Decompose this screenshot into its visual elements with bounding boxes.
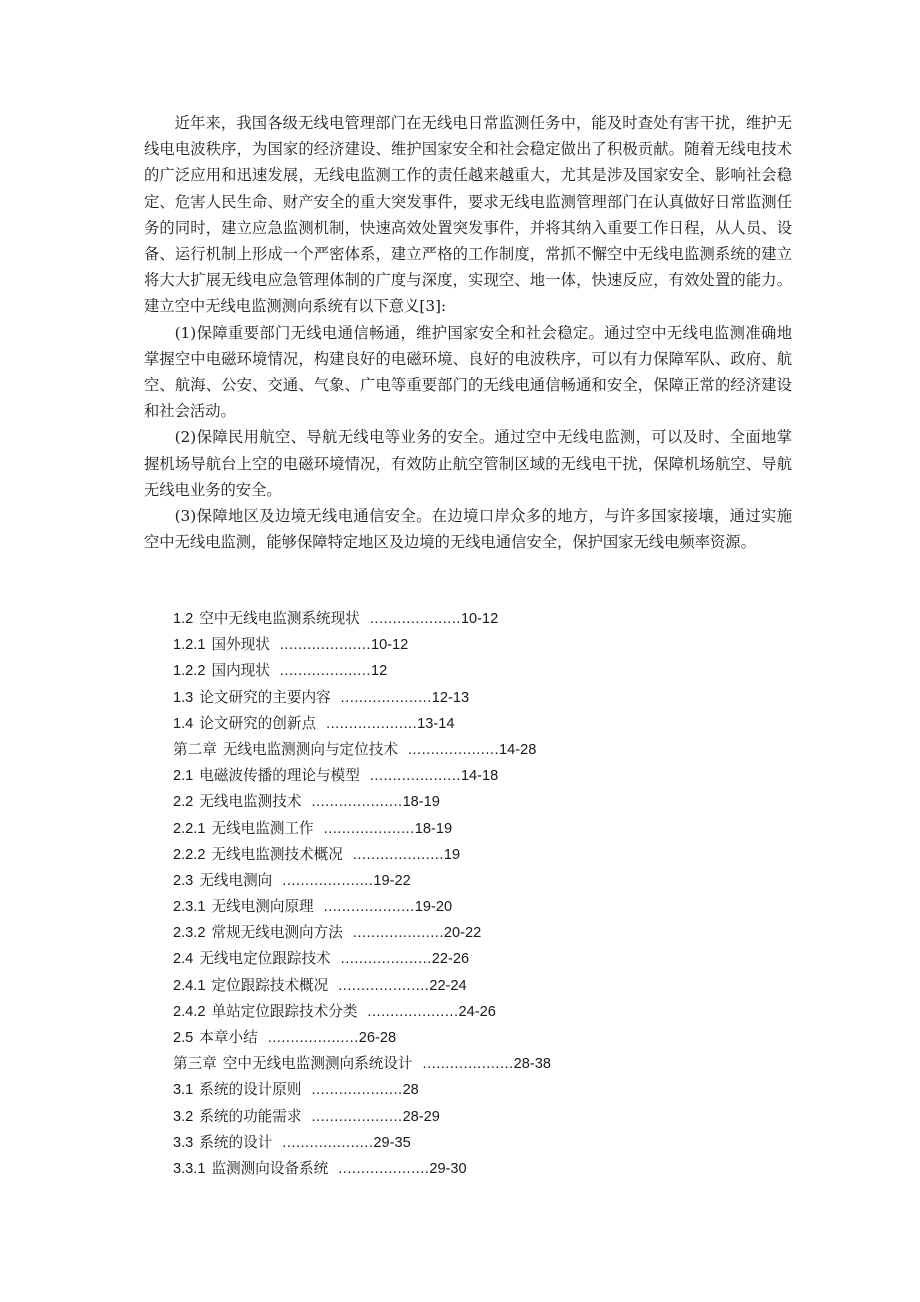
- toc-leader: ....................: [338, 1160, 430, 1177]
- toc-number: 2.2: [173, 794, 194, 811]
- toc-title: 监测测向设备系统: [211, 1159, 329, 1177]
- toc-page-range: 19-22: [373, 872, 411, 889]
- toc-number: 2.3.2: [173, 925, 206, 942]
- toc-number: 2.1: [173, 768, 194, 785]
- toc-entry: [173, 816, 773, 842]
- toc-page-range: 22-24: [429, 977, 467, 994]
- table-of-contents: [173, 606, 773, 1182]
- toc-entry: [173, 946, 773, 972]
- toc-number: 2.2.1: [173, 820, 206, 837]
- toc-entry: [173, 999, 773, 1025]
- toc-entry: [173, 1156, 773, 1182]
- toc-number: 3.3.1: [173, 1160, 206, 1177]
- toc-entry: [173, 920, 773, 946]
- toc-entry: [173, 1051, 773, 1077]
- toc-leader: ....................: [326, 715, 418, 732]
- toc-leader: ....................: [311, 1082, 403, 1099]
- toc-page-range: 28: [402, 1082, 419, 1099]
- toc-leader: ....................: [323, 820, 415, 837]
- toc-entry: [173, 894, 773, 920]
- toc-leader: ....................: [352, 846, 444, 863]
- toc-title: 无线电测向: [199, 871, 273, 889]
- toc-page-range: 18-19: [402, 794, 440, 811]
- toc-leader: ....................: [311, 1108, 403, 1125]
- toc-entry: [173, 1025, 773, 1051]
- toc-number: 2.3.1: [173, 899, 206, 916]
- toc-number: 2.4.2: [173, 1003, 206, 1020]
- toc-leader: ....................: [422, 1056, 514, 1073]
- toc-page-range: 12-13: [431, 689, 470, 706]
- toc-entry: [173, 737, 773, 763]
- toc-number: 2.3: [173, 872, 194, 889]
- intro-paragraph: 近年来，我国各级无线电管理部门在无线电日常监测任务中，能及时查处有害干扰，维护无线电电波秩序，为国家的经济建设、维护国家安全和社会稳定做出了积极贡献。随着无线电技术的广泛应用和迅速发展，无线电监测工作的责任越来越重大，尤其是涉及国家安全、影响社会稳定、危害人民生命、财产安全的重大突发事件，要求无线电监测管理部门在认真做好日常监测任务的同时，建立应急监测机制，快速高效处置突发事件，并将其纳入重要工作日程，从人员、设备、运行机制上形成一个严密体系，建立严格的工作制度，常抓不懈空中无线电监测系统的建立将大大扩展无线电应急管理体制的广度与深度，实现空、地一体，快速反应，有效处置的能力。建立空中无线电监测测向系统有以下意义[3]:: [144, 114, 792, 316]
- toc-leader: ....................: [369, 611, 461, 627]
- toc-leader: ....................: [340, 689, 432, 706]
- toc-leader: ....................: [282, 872, 374, 889]
- toc-number: 3.1: [173, 1082, 194, 1099]
- toc-entry: [173, 789, 773, 815]
- toc-number: 1.2.1: [173, 637, 206, 654]
- toc-leader: ....................: [369, 768, 461, 785]
- toc-title: 无线电监测测向与定位技术: [222, 740, 398, 758]
- toc-leader: ....................: [267, 1030, 359, 1046]
- toc-number: 3.3: [173, 1134, 194, 1151]
- toc-entry: [173, 658, 773, 684]
- toc-page-range: 14-28: [499, 741, 537, 758]
- toc-title: 本章小结: [199, 1029, 258, 1046]
- toc-entry: [173, 763, 773, 789]
- toc-page-range: 24-26: [458, 1003, 496, 1020]
- toc-entry: [173, 1130, 773, 1156]
- toc-page-range: 18-19: [414, 820, 453, 837]
- toc-number: 1.3: [173, 689, 194, 706]
- toc-number: 2.5: [173, 1030, 194, 1046]
- toc-page-range: 19-20: [414, 899, 453, 916]
- toc-number: 第三章: [173, 1055, 217, 1073]
- toc-page-range: 14-18: [460, 768, 499, 785]
- toc-title: 无线电监测工作: [211, 819, 314, 837]
- toc-entry: [173, 632, 773, 658]
- toc-page-range: 22-26: [431, 951, 470, 968]
- toc-title: 无线电监测技术: [199, 793, 302, 811]
- toc-title: 空中无线电监测测向系统设计: [222, 1055, 413, 1073]
- toc-number: 1.4: [173, 715, 194, 732]
- toc-leader: ....................: [338, 977, 430, 994]
- significance-item-3: (3)保障地区及边境无线电通信安全。在边境口岸众多的地方，与许多国家接壤，通过实施空中无线电监测，能够保障特定地区及边境的无线电通信安全，保护国家无线电频率资源。: [144, 507, 792, 552]
- toc-page-range: 20-22: [443, 925, 482, 942]
- toc-entry: [173, 1077, 773, 1103]
- toc-entry: [173, 868, 773, 894]
- toc-title: 单站定位跟踪技术分类: [211, 1002, 358, 1020]
- body-text: [144, 110, 792, 555]
- toc-title: 国外现状: [211, 636, 270, 654]
- toc-title: 国内现状: [211, 662, 270, 680]
- toc-title: 系统的设计: [199, 1133, 273, 1151]
- toc-title: 常规无线电测向方法: [211, 924, 343, 942]
- toc-leader: ....................: [311, 794, 403, 811]
- toc-page-range: 19: [443, 846, 461, 863]
- toc-leader: ....................: [279, 663, 371, 680]
- toc-title: 系统的功能需求: [199, 1107, 302, 1125]
- toc-title: 无线电监测技术概况: [211, 845, 343, 863]
- toc-leader: ....................: [282, 1134, 374, 1151]
- toc-page-range: 29-35: [373, 1134, 411, 1151]
- toc-title: 空中无线电监测系统现状: [199, 610, 360, 627]
- significance-item-1: (1)保障重要部门无线电通信畅通，维护国家安全和社会稳定。通过空中无线电监测准确地掌握空中电磁环境情况，构建良好的电磁环境、良好的电波秩序，可以有力保障军队、政府、航空、航海、公安、交通、气象、广电等重要部门的无线电通信畅通和安全，保障正常的经济建设和社会活动。: [144, 323, 792, 421]
- toc-page-range: 12: [370, 663, 388, 680]
- toc-title: 论文研究的主要内容: [199, 688, 331, 706]
- toc-leader: ....................: [279, 637, 371, 654]
- toc-page-range: 28-38: [513, 1056, 551, 1073]
- toc-leader: ....................: [367, 1003, 459, 1020]
- toc-number: 3.2: [173, 1108, 194, 1125]
- toc-number: 1.2.2: [173, 663, 206, 680]
- toc-page-range: 10-12: [460, 611, 499, 627]
- toc-leader: ....................: [340, 951, 432, 968]
- toc-title: 电磁波传播的理论与模型: [199, 767, 360, 785]
- toc-entry: [173, 1104, 773, 1130]
- toc-entry: [173, 711, 773, 737]
- toc-number: 2.4: [173, 951, 194, 968]
- toc-title: 系统的设计原则: [199, 1081, 302, 1099]
- toc-page-range: 26-28: [358, 1030, 397, 1046]
- toc-number: 1.2: [173, 611, 194, 627]
- toc-number: 2.4.1: [173, 977, 206, 994]
- toc-title: 无线电测向原理: [211, 898, 314, 916]
- significance-item-2: (2)保障民用航空、导航无线电等业务的安全。通过空中无线电监测，可以及时、全面地掌握机场导航台上空的电磁环境情况，有效防止航空管制区域的无线电干扰，保障机场航空、导航无线电业务的安全。: [144, 428, 792, 499]
- toc-number: 第二章: [173, 740, 217, 758]
- toc-leader: ....................: [407, 741, 500, 758]
- toc-entry: [173, 842, 773, 868]
- toc-page-range: 13-14: [417, 715, 455, 732]
- toc-page-range: 29-30: [429, 1160, 467, 1177]
- toc-page-range: 28-29: [402, 1108, 440, 1125]
- toc-leader: ....................: [323, 899, 415, 916]
- toc-entry: [173, 685, 773, 711]
- toc-leader: ....................: [352, 925, 444, 942]
- toc-title: 论文研究的创新点: [199, 714, 317, 732]
- toc-page-range: 10-12: [370, 637, 409, 654]
- toc-number: 2.2.2: [173, 846, 206, 863]
- toc-title: 无线电定位跟踪技术: [199, 950, 331, 968]
- toc-entry: [173, 973, 773, 999]
- toc-entry: [173, 606, 773, 632]
- toc-title: 定位跟踪技术概况: [211, 976, 329, 994]
